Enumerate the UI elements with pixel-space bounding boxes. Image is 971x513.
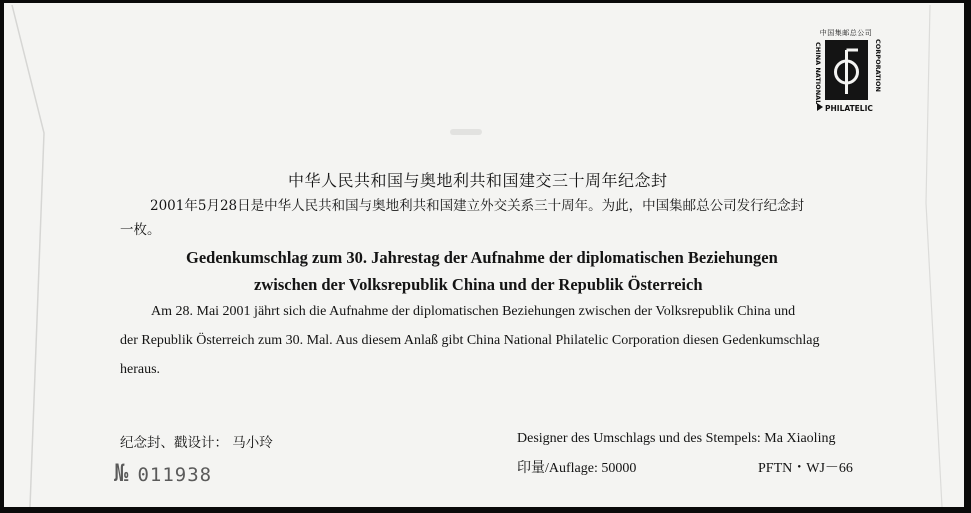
- serial-digits: 011938: [137, 464, 213, 486]
- serial-number: [114, 459, 212, 487]
- philatelic-logo-icon: [810, 36, 882, 116]
- logo-side-left: CHINA NATIONAL: [814, 42, 822, 105]
- paper-mark: [450, 129, 482, 135]
- cnpc-logo: [810, 28, 882, 116]
- chinese-intro-line-2: 一枚。: [120, 222, 161, 238]
- envelope-back: [4, 3, 964, 507]
- german-body-line-1: Am 28. Mai 2001 jährt sich die Aufnahme der diplomatischen Beziehungen zwischen der Volksrepublik China und: [151, 304, 796, 319]
- print-run: 印量/Auflage: 50000: [517, 461, 637, 476]
- chinese-intro-line-1: 2001年5月28日是中华人民共和国与奥地利共和国建立外交关系三十周年。为此，中国集邮总公司发行纪念封: [150, 198, 805, 214]
- logo-bottom: PHILATELIC: [825, 104, 873, 113]
- catalog-code: PFTN・WJ－66: [758, 461, 853, 476]
- logo-side-right: CORPORATION: [874, 39, 882, 92]
- german-title-line-1: Gedenkumschlag zum 30. Jahrestag der Aufnahme der diplomatischen Beziehungen: [186, 248, 778, 267]
- german-title-line-2: zwischen der Volksrepublik China und der Republik Österreich: [254, 275, 703, 294]
- logo-chinese-name: 中国集邮总公司: [819, 29, 873, 37]
- designer-german: Designer des Umschlags und des Stempels: Ma Xiaoling: [517, 431, 836, 446]
- serial-prefix: №: [114, 459, 130, 487]
- german-body-line-2: der Republik Österreich zum 30. Mal. Aus diesem Anlaß gibt China National Philatelic Corporation diesen Gedenkumschlag: [120, 333, 820, 348]
- designer-chinese: 纪念封、戳设计： 马小玲: [120, 435, 273, 451]
- german-body-line-3: heraus.: [120, 362, 161, 377]
- chinese-title: 中华人民共和国与奥地利共和国建交三十周年纪念封: [288, 171, 668, 190]
